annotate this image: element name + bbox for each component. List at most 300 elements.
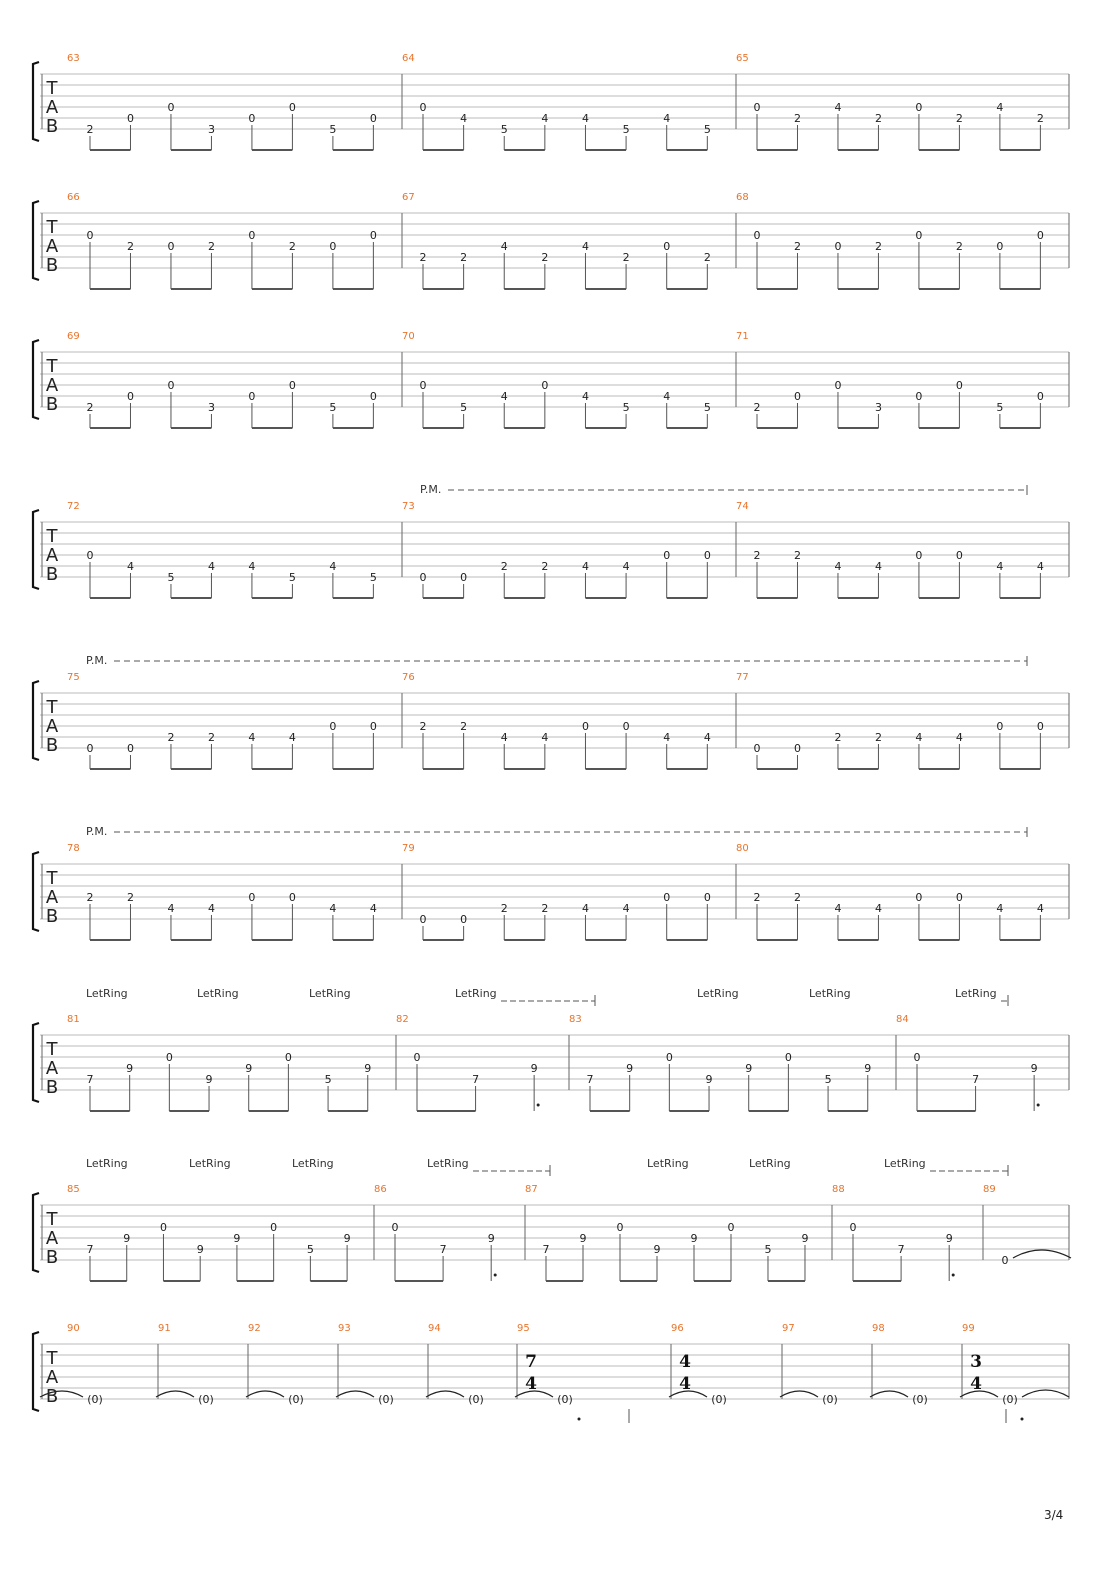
tab-clef-letter: B [45, 116, 59, 137]
tied-fret-number: (0) [378, 1393, 394, 1406]
tab-clef-letter: T [46, 356, 58, 377]
measure [42, 331, 377, 428]
fret-number: 0 [616, 1221, 624, 1234]
fret-number: 0 [727, 1221, 735, 1234]
page-number: 3/4 [1044, 1508, 1064, 1522]
fret-number: 0 [915, 549, 923, 562]
fret-number: 0 [86, 549, 94, 562]
let-ring-label: LetRing [86, 1157, 128, 1170]
fret-number: 7 [439, 1243, 447, 1256]
tied-fret-number: (0) [468, 1393, 484, 1406]
fret-number: 5 [703, 401, 711, 414]
let-ring-label: LetRing [292, 1157, 334, 1170]
fret-number: 4 [834, 560, 842, 573]
fret-number: 5 [329, 401, 337, 414]
let-ring-label: LetRing [697, 987, 739, 1000]
fret-number: 9 [343, 1232, 351, 1245]
fret-number: 9 [196, 1243, 204, 1256]
tab-clef-letter: A [45, 887, 59, 908]
tie-arc [1013, 1250, 1071, 1258]
fret-number: 4 [167, 902, 175, 915]
measure-number: 90 [67, 1323, 80, 1334]
fret-number: 2 [207, 731, 215, 744]
fret-number: 2 [793, 549, 801, 562]
tied-fret-number: (0) [288, 1393, 304, 1406]
palm-mute-label: P.M. [86, 654, 108, 667]
fret-number: 0 [703, 891, 711, 904]
tab-clef-letter: A [45, 1228, 59, 1249]
fret-number: 9 [364, 1062, 372, 1075]
measure-number: 71 [736, 331, 749, 342]
measure [780, 1323, 838, 1406]
fret-number: 5 [369, 571, 377, 584]
tab-clef-letter: A [45, 375, 59, 396]
tied-fret-number: (0) [1002, 1393, 1018, 1406]
fret-number: 0 [955, 549, 963, 562]
fret-number: 9 [801, 1232, 809, 1245]
let-ring-label: LetRing [647, 1157, 689, 1170]
fret-number: 4 [329, 560, 337, 573]
tied-fret-number: (0) [198, 1393, 214, 1406]
fret-number: 0 [86, 742, 94, 755]
tied-fret-number: (0) [822, 1393, 838, 1406]
fret-number: 2 [753, 401, 761, 414]
let-ring-label: LetRing [189, 1157, 231, 1170]
measure-number: 67 [402, 192, 415, 203]
measure [42, 1184, 351, 1281]
fret-number: 4 [207, 902, 215, 915]
fret-number: 0 [460, 913, 468, 926]
fret-number: 0 [849, 1221, 857, 1234]
fret-number: 7 [897, 1243, 905, 1256]
fret-number: 5 [324, 1073, 332, 1086]
system-bracket [33, 1193, 39, 1272]
measure [736, 192, 1044, 289]
fret-number: 4 [541, 731, 549, 744]
tab-clef-letter: B [45, 1077, 59, 1098]
fret-number: 0 [996, 720, 1004, 733]
measure-number: 79 [402, 843, 415, 854]
fret-number: 4 [915, 731, 923, 744]
tie-arc [870, 1391, 908, 1397]
fret-number: 0 [167, 240, 175, 253]
fret-number: 9 [205, 1073, 213, 1086]
measure-number: 76 [402, 672, 415, 683]
fret-number: 0 [703, 549, 711, 562]
palm-mute-label: P.M. [86, 825, 108, 838]
fret-number: 0 [663, 891, 671, 904]
fret-number: 0 [915, 390, 923, 403]
fret-number: 0 [955, 891, 963, 904]
tab-clef-letter: A [45, 545, 59, 566]
measure-number: 91 [158, 1323, 171, 1334]
fret-number: 2 [167, 731, 175, 744]
fret-number: 0 [419, 101, 427, 114]
fret-number: 3 [207, 401, 215, 414]
fret-number: 2 [500, 902, 508, 915]
fret-number: 2 [500, 560, 508, 573]
fret-number: 7 [972, 1073, 980, 1086]
measure [402, 501, 711, 598]
fret-number: 0 [167, 101, 175, 114]
fret-number: 0 [419, 913, 427, 926]
measure-number: 86 [374, 1184, 387, 1195]
fret-number: 0 [1036, 390, 1044, 403]
fret-number: 0 [753, 101, 761, 114]
dot [1037, 1104, 1040, 1107]
fret-number: 0 [581, 720, 589, 733]
time-signature-bottom: 4 [679, 1374, 691, 1394]
time-signature-top: 7 [525, 1352, 537, 1372]
time-signature-bottom: 4 [970, 1374, 982, 1394]
fret-number: 9 [864, 1062, 872, 1075]
tab-clef-letter: B [45, 394, 59, 415]
measure [736, 843, 1044, 940]
fret-number: 0 [622, 720, 630, 733]
measure [156, 1323, 214, 1406]
fret-number: 0 [329, 240, 337, 253]
measure [402, 672, 711, 769]
fret-number: 0 [288, 101, 296, 114]
fret-number: 0 [753, 742, 761, 755]
measure [870, 1323, 928, 1406]
measure-number: 74 [736, 501, 749, 512]
fret-number: 4 [955, 731, 963, 744]
fret-number: 4 [1036, 560, 1044, 573]
tab-clef-letter: A [45, 1058, 59, 1079]
fret-number: 2 [793, 240, 801, 253]
measure [960, 1323, 1069, 1423]
fret-number: 0 [248, 229, 256, 242]
fret-number: 5 [500, 123, 508, 136]
fret-number: 2 [419, 720, 427, 733]
fret-number: 4 [288, 731, 296, 744]
let-ring-label: LetRing [455, 987, 497, 1000]
fret-number: 0 [419, 379, 427, 392]
fret-number: 2 [460, 251, 468, 264]
measure-number: 68 [736, 192, 749, 203]
tab-system [33, 483, 1069, 598]
tab-clef-letter: T [46, 1348, 58, 1369]
measure-number: 78 [67, 843, 80, 854]
tab-system [33, 1323, 1069, 1423]
fret-number: 7 [586, 1073, 594, 1086]
fret-number: 4 [541, 112, 549, 125]
fret-number: 4 [663, 390, 671, 403]
fret-number: 2 [753, 549, 761, 562]
tab-clef-letter: A [45, 236, 59, 257]
fret-number: 2 [541, 560, 549, 573]
fret-number: 2 [207, 240, 215, 253]
fret-number: 0 [369, 390, 377, 403]
fret-number: 0 [460, 571, 468, 584]
tie-arc [336, 1391, 374, 1397]
fret-number: 0 [915, 891, 923, 904]
fret-number: 0 [834, 240, 842, 253]
fret-number: 2 [874, 240, 882, 253]
fret-number: 0 [248, 891, 256, 904]
measure-number: 70 [402, 331, 415, 342]
fret-number: 2 [874, 731, 882, 744]
fret-number: 2 [541, 902, 549, 915]
measure [42, 53, 377, 150]
system-bracket [33, 1332, 39, 1411]
fret-number: 7 [542, 1243, 550, 1256]
fret-number: 4 [622, 560, 630, 573]
fret-number: 4 [834, 902, 842, 915]
fret-number: 9 [653, 1243, 661, 1256]
measure-number: 88 [832, 1184, 845, 1195]
fret-number: 4 [1036, 902, 1044, 915]
fret-number: 2 [126, 240, 134, 253]
fret-number: 4 [581, 902, 589, 915]
measure [736, 501, 1044, 598]
fret-number: 4 [248, 560, 256, 573]
fret-number: 0 [126, 112, 134, 125]
fret-number: 4 [126, 560, 134, 573]
fret-number: 7 [86, 1243, 94, 1256]
fret-number: 0 [167, 379, 175, 392]
tie-arc [156, 1391, 194, 1397]
fret-number: 0 [665, 1051, 673, 1064]
fret-number: 0 [955, 379, 963, 392]
fret-number: 5 [460, 401, 468, 414]
fret-number: 4 [329, 902, 337, 915]
let-ring-label: LetRing [197, 987, 239, 1000]
fret-number: 0 [159, 1221, 167, 1234]
let-ring-label: LetRing [955, 987, 997, 1000]
tab-clef-letter: A [45, 1367, 59, 1388]
fret-number: 5 [703, 123, 711, 136]
fret-number: 4 [207, 560, 215, 573]
fret-number: 2 [1036, 112, 1044, 125]
fret-number: 0 [391, 1221, 399, 1234]
measure-number: 95 [517, 1323, 530, 1334]
fret-number: 3 [874, 401, 882, 414]
fret-number: 0 [793, 742, 801, 755]
fret-number: 0 [329, 720, 337, 733]
fret-number: 2 [955, 240, 963, 253]
fret-number: 5 [764, 1243, 772, 1256]
fret-number: 9 [626, 1062, 634, 1075]
tab-system [33, 654, 1069, 769]
fret-number: 9 [945, 1232, 953, 1245]
fret-number: 0 [248, 390, 256, 403]
fret-number: 0 [541, 379, 549, 392]
tab-system [33, 192, 1069, 289]
dot [952, 1274, 955, 1277]
measure-number: 66 [67, 192, 80, 203]
tab-clef-letter: T [46, 697, 58, 718]
palm-mute-label: P.M. [420, 483, 442, 496]
measure [402, 843, 711, 940]
tied-fret-number: (0) [711, 1393, 727, 1406]
measure [832, 1184, 955, 1281]
fret-number: 9 [245, 1062, 253, 1075]
measure [402, 192, 711, 289]
system-bracket [33, 340, 39, 419]
fret-number: 0 [784, 1051, 792, 1064]
let-ring-label: LetRing [749, 1157, 791, 1170]
fret-number: 0 [834, 379, 842, 392]
measure-number: 96 [671, 1323, 684, 1334]
tied-fret-number: (0) [912, 1393, 928, 1406]
fret-number: 0 [419, 571, 427, 584]
tab-clef-letter: A [45, 97, 59, 118]
tied-fret-number: (0) [557, 1393, 573, 1406]
fret-number: 0 [915, 229, 923, 242]
fret-number: 0 [369, 720, 377, 733]
tie-arc [426, 1391, 464, 1397]
fret-number: 4 [581, 112, 589, 125]
tab-clef-letter: T [46, 868, 58, 889]
fret-number: 2 [703, 251, 711, 264]
tied-fret-number: (0) [87, 1393, 103, 1406]
fret-number: 0 [1001, 1254, 1009, 1267]
system-bracket [33, 62, 39, 141]
measure-number: 92 [248, 1323, 261, 1334]
fret-number: 7 [472, 1073, 480, 1086]
tab-clef-letter: B [45, 735, 59, 756]
tab-system [33, 331, 1069, 428]
measure [42, 192, 377, 289]
tab-clef-letter: B [45, 564, 59, 585]
fret-number: 2 [793, 891, 801, 904]
measure [402, 53, 711, 150]
measure-number: 73 [402, 501, 415, 512]
fret-number: 2 [86, 123, 94, 136]
system-bracket [33, 852, 39, 931]
fret-number: 2 [419, 251, 427, 264]
fret-number: 4 [500, 390, 508, 403]
fret-number: 2 [874, 112, 882, 125]
fret-number: 4 [460, 112, 468, 125]
fret-number: 0 [369, 229, 377, 242]
fret-number: 4 [663, 112, 671, 125]
measure-number: 64 [402, 53, 415, 64]
measure [246, 1323, 304, 1406]
fret-number: 4 [996, 101, 1004, 114]
measure [42, 501, 377, 598]
fret-number: 2 [955, 112, 963, 125]
fret-number: 5 [622, 123, 630, 136]
fret-number: 9 [745, 1062, 753, 1075]
fret-number: 0 [663, 549, 671, 562]
fret-number: 2 [288, 240, 296, 253]
measure [569, 1014, 871, 1111]
fret-number: 2 [126, 891, 134, 904]
tab-clef-letter: B [45, 255, 59, 276]
fret-number: 0 [663, 240, 671, 253]
measure-number: 85 [67, 1184, 80, 1195]
measure [736, 53, 1044, 150]
measure-number: 82 [396, 1014, 409, 1025]
let-ring-label: LetRing [309, 987, 351, 1000]
fret-number: 9 [530, 1062, 538, 1075]
measure-number: 69 [67, 331, 80, 342]
fret-number: 4 [581, 560, 589, 573]
tab-clef-letter: T [46, 78, 58, 99]
fret-number: 2 [541, 251, 549, 264]
fret-number: 0 [369, 112, 377, 125]
fret-number: 0 [1036, 720, 1044, 733]
measure [896, 1014, 1040, 1111]
fret-number: 2 [460, 720, 468, 733]
tab-clef-letter: T [46, 1209, 58, 1230]
fret-number: 0 [288, 379, 296, 392]
fret-number: 0 [1036, 229, 1044, 242]
tab-clef-letter: T [46, 1039, 58, 1060]
measure [42, 672, 377, 769]
fret-number: 4 [703, 731, 711, 744]
measure-number: 63 [67, 53, 80, 64]
fret-number: 5 [306, 1243, 314, 1256]
fret-number: 0 [288, 891, 296, 904]
fret-number: 2 [793, 112, 801, 125]
tie-arc [780, 1391, 818, 1397]
measure-number: 99 [962, 1323, 975, 1334]
fret-number: 3 [207, 123, 215, 136]
fret-number: 4 [834, 101, 842, 114]
tab-system [33, 987, 1069, 1111]
dot [578, 1418, 581, 1421]
fret-number: 5 [996, 401, 1004, 414]
tab-clef-letter: T [46, 217, 58, 238]
fret-number: 0 [126, 742, 134, 755]
measure-number: 84 [896, 1014, 909, 1025]
fret-number: 9 [487, 1232, 495, 1245]
tab-clef-letter: B [45, 906, 59, 927]
measure-number: 72 [67, 501, 80, 512]
measure-number: 97 [782, 1323, 795, 1334]
measure [983, 1184, 1071, 1267]
tab-clef-letter: A [45, 716, 59, 737]
measure-number: 77 [736, 672, 749, 683]
fret-number: 9 [579, 1232, 587, 1245]
measure-number: 75 [67, 672, 80, 683]
fret-number: 4 [622, 902, 630, 915]
fret-number: 0 [915, 101, 923, 114]
fret-number: 4 [581, 240, 589, 253]
fret-number: 0 [248, 112, 256, 125]
measure [42, 1014, 371, 1111]
measure [736, 331, 1044, 428]
fret-number: 4 [369, 902, 377, 915]
tab-system [33, 1157, 1071, 1281]
measure-number: 94 [428, 1323, 441, 1334]
fret-number: 9 [126, 1062, 134, 1075]
let-ring-label: LetRing [884, 1157, 926, 1170]
time-signature-bottom: 4 [525, 1374, 537, 1394]
tab-system [33, 53, 1069, 150]
let-ring-label: LetRing [427, 1157, 469, 1170]
fret-number: 5 [329, 123, 337, 136]
measure [426, 1323, 484, 1406]
dot [494, 1274, 497, 1277]
measure [42, 843, 377, 940]
measure-number: 87 [525, 1184, 538, 1195]
fret-number: 4 [500, 240, 508, 253]
measure [336, 1323, 394, 1406]
fret-number: 0 [753, 229, 761, 242]
dot [1021, 1418, 1024, 1421]
fret-number: 4 [500, 731, 508, 744]
let-ring-label: LetRing [86, 987, 128, 1000]
system-bracket [33, 1023, 39, 1102]
fret-number: 9 [705, 1073, 713, 1086]
fret-number: 9 [123, 1232, 131, 1245]
fret-number: 9 [233, 1232, 241, 1245]
